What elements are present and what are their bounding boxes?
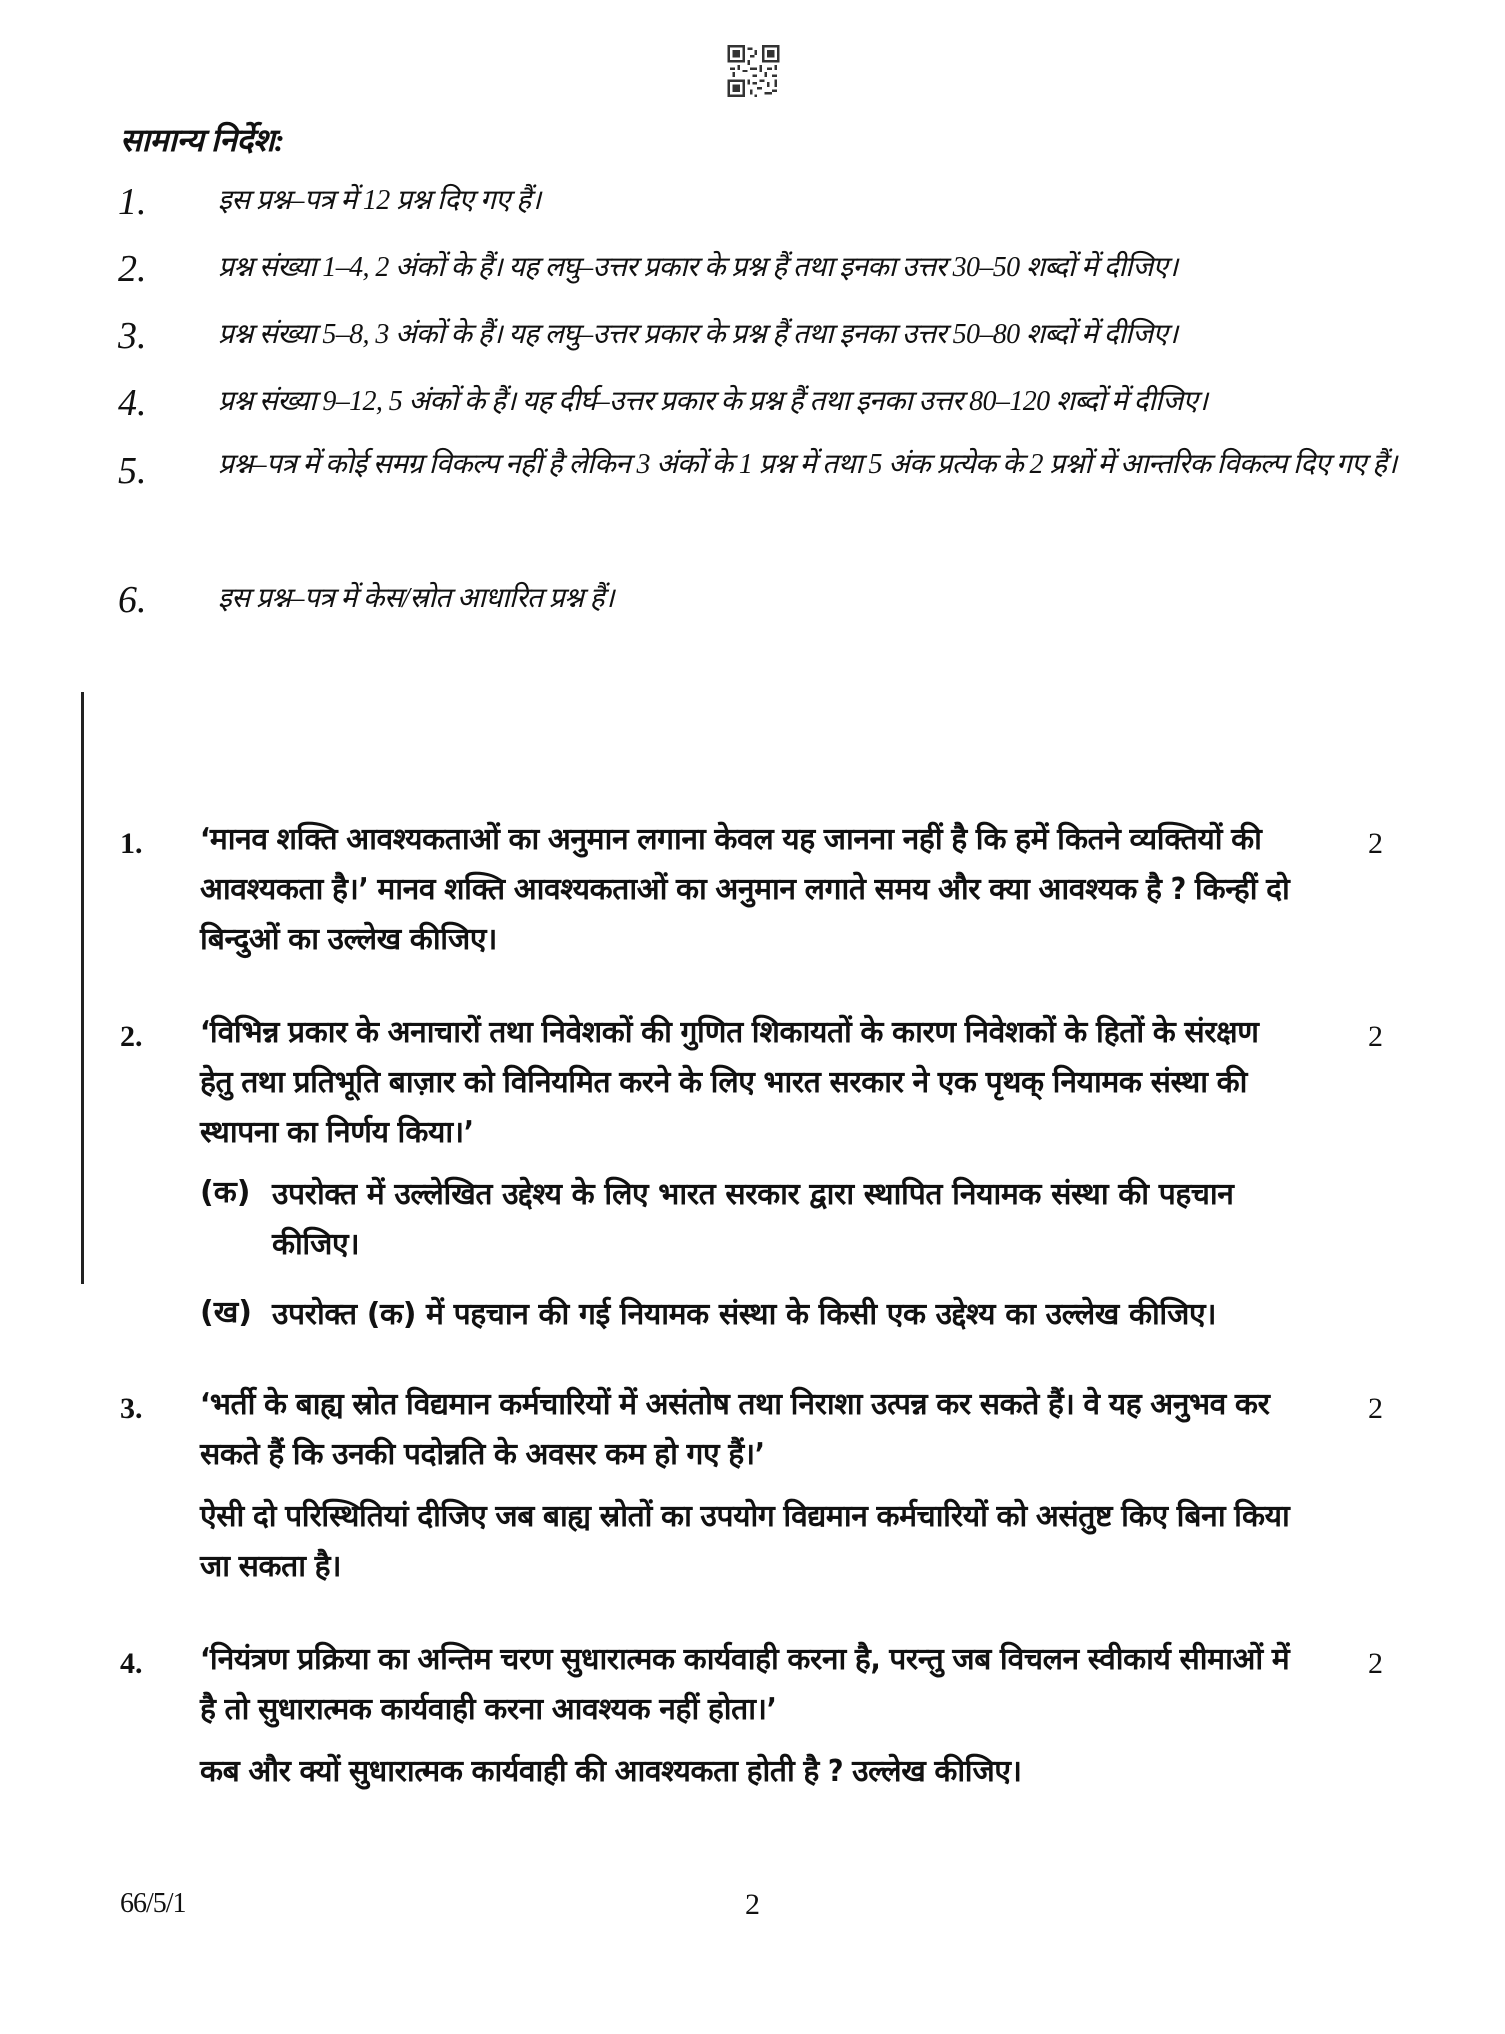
sub-part-text: उपरोक्त में उल्लेखित उद्देश्य के लिए भारत सरकार द्वारा स्थापित नियामक संस्था की पहचान कीजिए। (272, 1177, 1234, 1262)
qr-code-icon (727, 45, 780, 97)
question-number: 1. (120, 827, 143, 860)
sub-part-text: उपरोक्त (क) में पहचान की गई नियामक संस्था के किसी एक उद्देश्य का उल्लेख कीजिए। (272, 1297, 1217, 1332)
instruction-number: 1. (118, 181, 147, 223)
question-paragraph: ऐसी दो परिस्थितियां दीजिए जब बाह्य स्रोतों का उपयोग विद्यमान कर्मचारियों को असंतुष्ट किए बिना किया जा सकता है। (200, 1499, 1290, 1584)
general-instructions-heading: सामान्य निर्देश: (120, 122, 285, 158)
question-number: 3. (120, 1392, 143, 1425)
instruction-text: इस प्रश्न–पत्र में 12 प्रश्न दिए गए हैं। (218, 185, 541, 216)
instruction-number: 5. (118, 450, 147, 492)
instruction-text: प्रश्न संख्या 1–4, 2 अंकों के हैं। यह लघु–उत्तर प्रकार के प्रश्न हैं तथा इनका उत्तर 30–50 शब्दों में दीजिए। (218, 252, 1178, 283)
question-number: 2. (120, 1020, 143, 1053)
question-paragraph: ‘भर्ती के बाह्य स्रोत विद्यमान कर्मचारियों में असंतोष तथा निराशा उत्पन्न कर सकते हैं। वे यह अनुभव कर सकते हैं कि उनकी पदोन्नति के अवसर कम हो गए हैं।’ (200, 1387, 1270, 1472)
question-paragraph: ‘विभिन्न प्रकार के अनाचारों तथा निवेशकों की गुणित शिकायतों के कारण निवेशकों के हितों के संरक्षण हेतु तथा प्रतिभूति बाज़ार को विनियमित करने के लिए भारत सरकार ने एक पृथक् नियामक संस्था की स्थापना का निर्णय किया।’ (200, 1015, 1259, 1150)
question-text (200, 1008, 1290, 1158)
sub-part-label: (क) (200, 1175, 251, 1210)
instruction-number: 4. (118, 382, 147, 424)
paper-code: 66/5/1 (120, 1888, 186, 1919)
question-marks: 2 (1368, 827, 1383, 860)
instruction-number: 6. (118, 579, 147, 621)
instruction-text: प्रश्न संख्या 9–12, 5 अंकों के हैं। यह दीर्घ–उत्तर प्रकार के प्रश्न हैं तथा इनका उत्तर 80–120 शब्दों में दीजिए। (218, 386, 1208, 417)
instruction-text: प्रश्न संख्या 5–8, 3 अंकों के हैं। यह लघु–उत्तर प्रकार के प्रश्न हैं तथा इनका उत्तर 50–80 शब्दों में दीजिए। (218, 319, 1178, 350)
instruction-text: प्रश्न–पत्र में कोई समग्र विकल्प नहीं है लेकिन 3 अंकों के 1 प्रश्न में तथा 5 अंक प्रत्येक के 2 प्रश्नों में आन्तरिक विकल्प दिए गए हैं। (218, 449, 1397, 480)
margin-bar (81, 692, 84, 1284)
question-paragraph: कब और क्यों सुधारात्मक कार्यवाही की आवश्यकता होती है ? उल्लेख कीजिए। (200, 1754, 1022, 1789)
sub-part-label: (ख) (200, 1295, 252, 1330)
question-marks: 2 (1368, 1647, 1383, 1680)
question-marks: 2 (1368, 1392, 1383, 1425)
question-number: 4. (120, 1647, 143, 1680)
question-text (200, 1380, 1290, 1592)
question-text (200, 815, 1290, 965)
question-marks: 2 (1368, 1020, 1383, 1053)
question-paragraph: ‘मानव शक्ति आवश्यकताओं का अनुमान लगाना केवल यह जानना नहीं है कि हमें कितने व्यक्तियों की आवश्यकता है।’ मानव शक्ति आवश्यकताओं का अनुमान लगाते समय और क्या आवश्यक है ? किन्हीं दो बिन्दुओं का उल्लेख कीजिए। (200, 822, 1290, 957)
instruction-text: इस प्रश्न–पत्र में केस/स्रोत आधारित प्रश्न हैं। (218, 583, 614, 614)
question-text (200, 1635, 1290, 1797)
question-paragraph: ‘नियंत्रण प्रक्रिया का अन्तिम चरण सुधारात्मक कार्यवाही करना है, परन्तु जब विचलन स्वीकार्य सीमाओं में है तो सुधारात्मक कार्यवाही करना आवश्यक नहीं होता।’ (200, 1642, 1290, 1727)
instruction-number: 2. (118, 248, 147, 290)
instruction-number: 3. (118, 315, 147, 357)
page-number: 2 (745, 1888, 760, 1921)
